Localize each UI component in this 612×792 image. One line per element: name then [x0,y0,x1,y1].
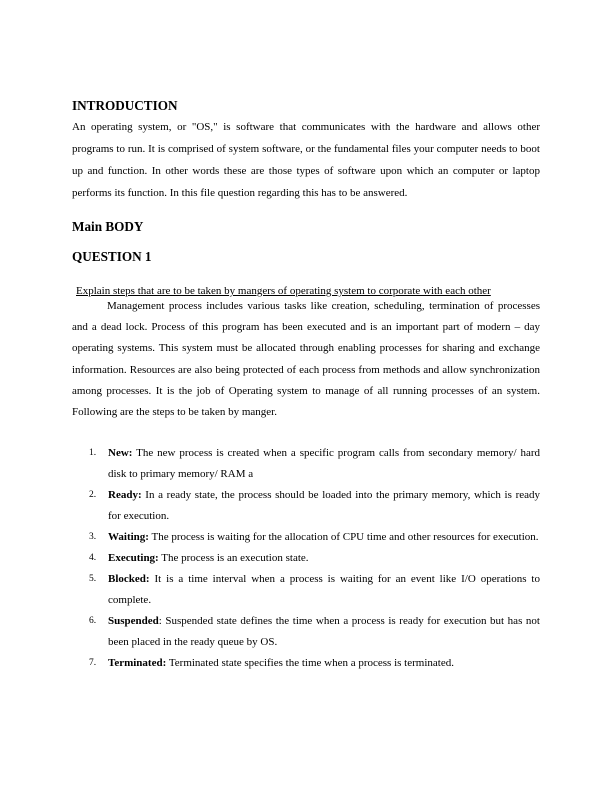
list-item-term: Suspended [108,615,159,628]
list-item-text: In a ready state, the process should be loaded into the primary memory, which is ready for execution. [108,489,540,523]
list-item [72,611,540,653]
list-item-text: It is a time interval when a process is waiting for an event like I/O operations to complete. [108,573,540,607]
list-item-number: 2. [89,490,97,501]
question-1-paragraph: Management process includes various tasks like creation, scheduling, termination of processes and a dead lock. Process of this program has been executed and is an important part of modern – day operating systems. This system must be allocated through enabling processes for sharing and exchange information. Resources are also being protected of each process from methods and allow synchronization among processes. It is the job of Operating system to manage of all running processes of an system. Following are the steps to be taken by manger. [72,300,540,419]
list-item [72,653,540,674]
list-item [72,527,540,548]
list-item-number: 5. [89,574,97,585]
list-item-text: The process is waiting for the allocation of CPU time and other resources for execution. [148,531,539,544]
question-1-heading: QUESTION 1 [72,249,152,264]
document-page [72,96,540,674]
list-item-number: 7. [89,658,97,669]
list-item-text: : Suspended state defines the time when a process is ready for execution but has not been placed in the ready queue by OS. [108,615,540,649]
introduction-paragraph: An operating system, or "OS," is software that communicates with the hardware and allows other programs to run. It is comprised of system software, or the fundamental files your computer needs to boot up and function. In other words these are those types of software upon which an computer or laptop performs its function. In this file question regarding this has to be answered. [72,121,540,199]
list-item [72,569,540,611]
list-item [72,443,540,485]
list-item-text: Terminated state specifies the time when a process is terminated. [166,657,454,670]
list-item-term: Waiting: [108,531,149,544]
list-item-term: Ready: [108,489,142,502]
introduction-heading: INTRODUCTION [72,98,178,113]
list-item-number: 4. [89,553,97,564]
list-item-number: 6. [89,616,97,627]
process-steps-list [72,443,540,674]
list-item-term: New: [108,447,133,460]
list-item-text: The new process is created when a specific program calls from secondary memory/ hard disk to primary memory/ RAM a [108,447,540,481]
main-body-heading: Main BODY [72,219,144,234]
list-item-term: Executing: [108,552,159,565]
list-item-number: 3. [89,532,97,543]
list-item-number: 1. [89,448,97,459]
list-item-term: Terminated: [108,657,167,670]
list-item-term: Blocked: [108,573,150,586]
list-item [72,485,540,527]
question-1-prompt: Explain steps that are to be taken by mangers of operating system to corporate with each other [76,285,491,297]
list-item [72,548,540,569]
list-item-text: The process is an execution state. [158,552,309,565]
